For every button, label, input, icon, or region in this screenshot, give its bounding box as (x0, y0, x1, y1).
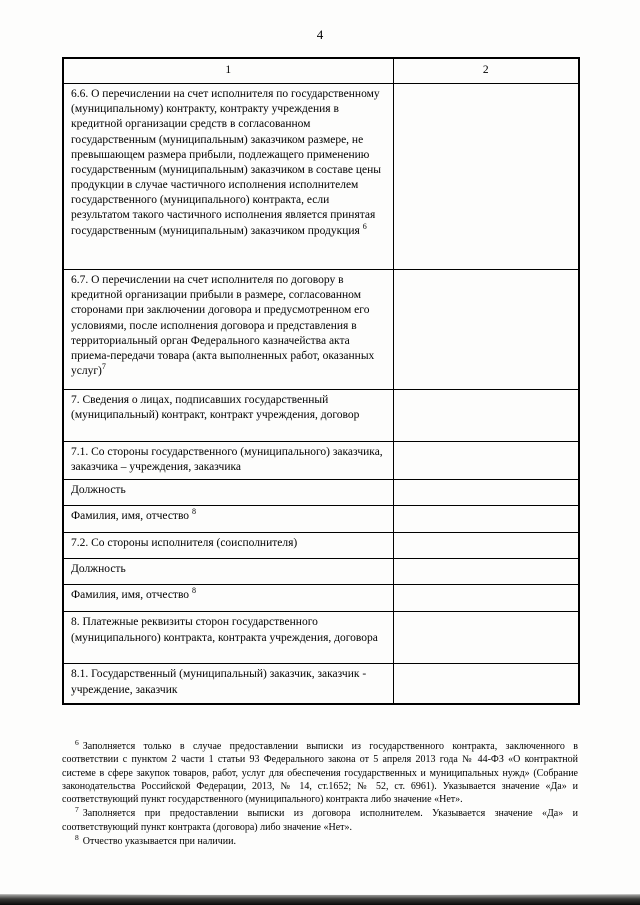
footnotes-section (62, 737, 578, 849)
table-row-fio-1 (63, 506, 579, 533)
cell-label: 7.1. Со стороны государственного (муниципального) заказчика, заказчика – учреждения, заказчика (63, 442, 393, 480)
table-row-7 (63, 390, 579, 442)
footnote-6 (62, 737, 578, 806)
cell-label: 7.2. Со стороны исполнителя (соисполнителя) (63, 533, 393, 559)
cell-label: 7. Сведения о лицах, подписавших государственный (муниципальный) контракт, контракт учреждения, договор (63, 390, 393, 442)
table-header-row (63, 58, 579, 84)
cell-label: Должность (63, 480, 393, 506)
table-row-position-1 (63, 480, 579, 506)
footnote-ref: 6 (362, 221, 367, 231)
footnote-marker: 8 (75, 832, 79, 842)
page-number: 4 (316, 27, 324, 42)
cell-label: 8.1. Государственный (муниципальный) заказчик, заказчик - учреждение, заказчик (63, 664, 393, 704)
table-row-8 (63, 612, 579, 664)
cell-value (393, 390, 579, 442)
table-row-6-7 (63, 270, 579, 390)
cell-label: 6.6. О перечислении на счет исполнителя по государственному (муниципальному) контракту, контракту учреждения в кредитной организации средств в согласованном государственным (муниципальным) заказчиком размере, не превышающем размера прибыли, подлежащего применению государственным (муниципальным) заказчиком в составе цены продукции в случае частичного исполнения исполнителем государственного (муниципального) контракта, если результатом такого частичного исполнения является принятая государственным (муниципальным) заказчиком продукция $^6$ (63, 84, 393, 270)
contract-details-table (62, 57, 580, 705)
footnote-text: Заполняется при предоставлении выписки из договора исполнителем. Указывается значение «Да» и соответствующий пункт контракта (договора) либо значение «Нет». (62, 808, 578, 833)
cell-value (393, 533, 579, 559)
cell-value (393, 664, 579, 704)
footnote-text: Отчество указывается при наличии. (82, 836, 236, 848)
cell-value (393, 480, 579, 506)
table-header-col2: 2 (393, 58, 579, 84)
scan-artifact-bottom-edge (0, 895, 640, 905)
cell-value (393, 585, 579, 612)
cell-label: Фамилия, имя, отчество $^8$ (63, 585, 393, 612)
cell-label: 8. Платежные реквизиты сторон государственного (муниципального) контракта, контракта учреждения, договора (63, 612, 393, 664)
footnote-text: Заполняется только в случае предоставлении выписки из государственного контракта, заключенного в соответствии с пунктом 2 части 1 статьи 93 Федерального закона от 5 апреля 2013 года № 44-ФЗ «О контрактной системе в сфере закупок товаров, работ, услуг для обеспечения государственных и муниципальных нужд» (Собрание законодательства Российской Федерации, 2013, № 14, ст.1652; № 52, ст. 6961). Указывается значение «Да» и соответствующий пункт государственного (муниципального) контракта либо значение «Нет». (62, 741, 578, 806)
footnote-ref: 8 (191, 586, 196, 596)
table-row-7-1 (63, 442, 579, 480)
footnote-8 (62, 832, 578, 848)
table-row-7-2 (63, 533, 579, 559)
cell-label: Должность (63, 559, 393, 585)
footnote-marker: 7 (75, 805, 79, 815)
table-header-col1: 1 (63, 58, 393, 84)
table-row-6-6 (63, 84, 579, 270)
cell-label: Фамилия, имя, отчество $^8$ (63, 506, 393, 533)
cell-value (393, 612, 579, 664)
cell-value (393, 559, 579, 585)
table-row-fio-2 (63, 585, 579, 612)
cell-label: 6.7. О перечислении на счет исполнителя по договору в кредитной организации прибыли в размере, согласованном сторонами при заключении договора и предусмотренном его условиями, после исполнения договора и представления в территориальный орган Федерального казначейства акта приема-передачи товара (акта выполненных работ, оказанных услуг)$^7$ (63, 270, 393, 390)
cell-value (393, 84, 579, 270)
table-row-8-1 (63, 664, 579, 704)
footnote-ref: 7 (101, 362, 106, 372)
footnote-ref: 8 (191, 507, 196, 517)
footnote-7 (62, 807, 578, 834)
footnote-marker: 6 (75, 737, 79, 747)
table-row-position-2 (63, 559, 579, 585)
cell-value (393, 270, 579, 390)
cell-value (393, 442, 579, 480)
cell-value (393, 506, 579, 533)
